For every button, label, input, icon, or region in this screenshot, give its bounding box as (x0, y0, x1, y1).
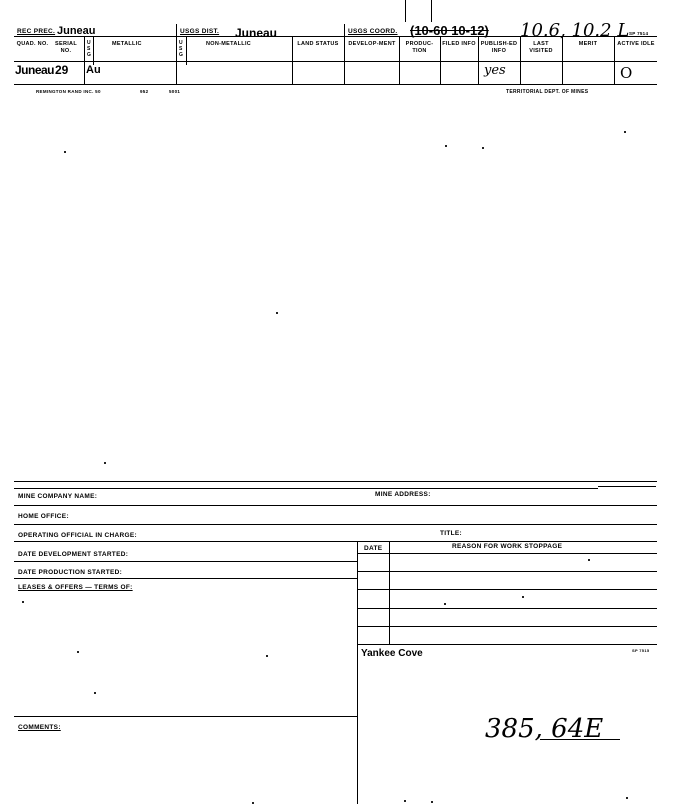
top-tick-mark (431, 0, 432, 22)
printer-code: 952 (140, 89, 149, 94)
scan-speck (104, 462, 106, 464)
col-usg-left: U S G (87, 40, 92, 58)
column-divider (344, 24, 345, 85)
form-rule (14, 716, 357, 717)
handwritten-underline (540, 739, 620, 740)
header-rule (14, 61, 657, 62)
col-published-info: PUBLISH-ED INFO (480, 41, 518, 54)
scan-speck (404, 800, 406, 802)
quad-value: Juneau (15, 63, 55, 77)
scan-speck (22, 601, 24, 603)
col-development: DEVELOP-MENT (348, 41, 396, 47)
form-rule (14, 561, 357, 562)
scan-speck (77, 651, 79, 653)
handwritten-ref: 385, 64E (485, 714, 604, 744)
form-code-bottom: SP 7515 (632, 648, 650, 653)
col-last-visited: LAST VISITED (529, 41, 553, 54)
header-rule (14, 84, 657, 85)
rec-prec-value: Juneau (57, 25, 96, 37)
usgs-dist-label: USGS DIST. (180, 28, 220, 35)
form-rule (14, 578, 357, 579)
scan-speck (522, 596, 524, 598)
table-rule (357, 571, 657, 572)
usgs-coord-handwritten: 10.6, 10.2 L (520, 20, 630, 41)
scan-speck (266, 655, 268, 657)
operating-official-label: OPERATING OFFICIAL IN CHARGE: (18, 532, 137, 539)
scan-speck (588, 559, 590, 561)
scan-speck (252, 802, 254, 804)
leases-label: LEASES & OFFERS — TERMS OF: (18, 584, 133, 591)
reason-header: REASON FOR WORK STOPPAGE (452, 543, 563, 550)
col-land-status: LAND STATUS (297, 41, 339, 47)
col-metallic: METALLIC (112, 41, 142, 47)
home-office-label: HOME OFFICE: (18, 513, 69, 520)
usgs-coord-value: (10-60 10-12) (410, 23, 489, 38)
scan-speck (624, 131, 626, 133)
col-production: PRODUC-TION (405, 41, 434, 54)
form-rule (14, 541, 657, 542)
scan-speck (94, 692, 96, 694)
col-quad-no: QUAD. NO. (16, 41, 49, 47)
usgs-coord-label: USGS COORD. (348, 28, 398, 35)
scan-speck (64, 151, 66, 153)
metallic-value: Au (86, 64, 101, 76)
location-name: Yankee Cove (361, 648, 423, 659)
card-edge (14, 481, 657, 482)
column-divider (176, 24, 177, 85)
date-header: DATE (364, 545, 383, 552)
rec-prec-label: REC PREC. (17, 28, 56, 35)
table-rule (357, 608, 657, 609)
scan-speck (431, 801, 433, 803)
comments-label: COMMENTS: (18, 724, 61, 731)
table-rule (357, 644, 657, 645)
published-value: yes (484, 63, 506, 78)
col-non-metallic: NON-METALLIC (206, 41, 252, 47)
col-serial-no: SERIAL NO. (55, 41, 77, 54)
form-rule (14, 524, 657, 525)
scan-speck (445, 145, 447, 147)
scan-speck (626, 797, 628, 799)
col-active-idle: ACTIVE IDLE (617, 41, 655, 47)
table-divider (389, 541, 390, 644)
col-filed-info: FILED INFO (442, 41, 476, 47)
scan-speck (482, 147, 484, 149)
top-tick-mark (405, 0, 406, 22)
table-divider (357, 541, 358, 804)
scan-speck (276, 312, 278, 314)
date-development-label: DATE DEVELOPMENT STARTED: (18, 551, 129, 558)
usgs-dist-value: Juneau (235, 26, 278, 40)
printer-label: REMINGTON RAND INC. 50 (36, 89, 101, 94)
serial-value: 29 (55, 63, 69, 77)
card-edge (14, 488, 598, 489)
form-rule (14, 505, 657, 506)
active-mark: O (620, 64, 633, 82)
mine-company-name-label: MINE COMPANY NAME: (18, 493, 98, 500)
title-label: TITLE: (440, 530, 463, 537)
mine-address-label: MINE ADDRESS: (375, 491, 431, 498)
printer-code: 5001 (169, 89, 181, 94)
table-rule (357, 589, 657, 590)
col-merit: MERIT (578, 41, 598, 47)
card-edge (598, 486, 656, 487)
date-production-label: DATE PRODUCTION STARTED: (18, 569, 123, 576)
form-code-top: SP 7514 (629, 31, 649, 36)
department-label: TERRITORIAL DEPT. OF MINES (506, 89, 589, 95)
table-rule (357, 626, 657, 627)
table-rule (357, 553, 657, 554)
col-usg-right: U S G (179, 40, 184, 58)
scan-speck (444, 603, 446, 605)
